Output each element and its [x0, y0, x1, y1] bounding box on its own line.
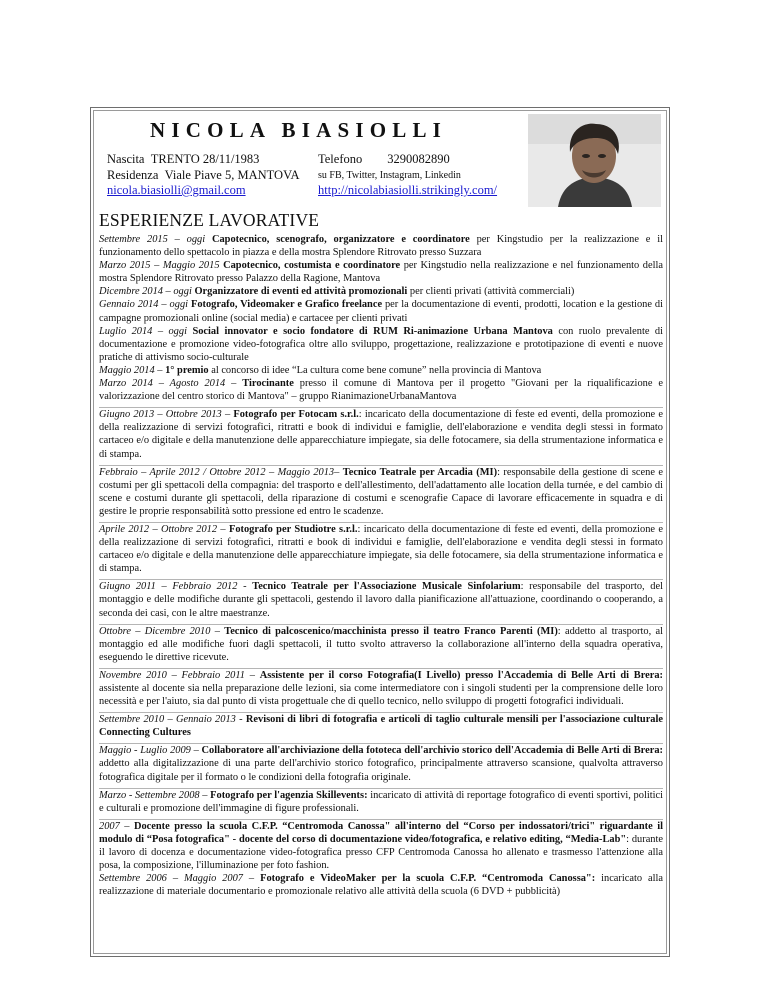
experience-entry	[99, 259, 663, 285]
experience-role: Docente presso la scuola C.F.P. “Centromoda Canossa" all'interno del “Corso per indossatori/trici" riguardante il modulo di “Posa fotografica" - docente del corso di documentazione video/fotografica, e relativo editing, “Media-Lab"	[99, 820, 663, 845]
experience-role: Fotografo per Fotocam s.r.l.	[233, 409, 359, 421]
experience-role: 1° premio	[165, 364, 209, 376]
experience-date: Febbraio – Aprile 2012 / Ottobre 2012 – Maggio 2013–	[99, 466, 340, 478]
experience-entry	[99, 465, 663, 518]
experience-date: Settembre 2010 – Gennaio 2013 -	[99, 714, 243, 726]
experience-description: per la documentazione di eventi, prodotti, location e la gestione di campagne promozionali online (social media) e cartacee per clienti privati	[99, 299, 663, 324]
experience-date: Settembre 2006 – Maggio 2007 –	[99, 873, 255, 885]
experience-description: per Kingstudio per la realizzazione e il funzionamento dello spettacolo in piazza e della mostra Splendore Ritrovato presso Suzzara	[99, 234, 663, 259]
experience-description: presso il comune di Mantova per il progetto "Giovani per la riqualificazione e valorizzazione del centro storico di Mantova" – gruppo RianimazioneUrbanaMantova	[99, 378, 663, 403]
experience-date: Gennaio 2014 – oggi	[99, 299, 189, 311]
experience-date: Maggio - Luglio 2009 –	[99, 745, 199, 757]
experience-role: Capotecnico, scenografo, organizzatore e coordinatore	[211, 234, 470, 245]
experience-entry	[99, 325, 663, 364]
experience-date: Giugno 2013 – Ottobre 2013 –	[99, 409, 231, 421]
experience-description: per clienti privati (attività commerciali)	[407, 286, 575, 298]
experience-description: al concorso di idee “La cultura come bene comune” nella provincia di Mantova	[208, 364, 542, 376]
experience-entry	[99, 364, 663, 377]
experience-description: : addetto al trasporto, al montaggio ed alle modifiche fuori dagli spettacoli, il tutto svolto attraverso la collaborazione all'interno della squadra operativa, eseguendo le direttive ricevute.	[99, 625, 663, 663]
nascita-value: TRENTO 28/11/1983	[150, 152, 260, 166]
experience-description: : responsabile della gestione di scene e costumi per gli spettacoli della compagnia: del trasporto e dell'allestimento, dell'adattamento alle location della turnée, e del cambio di scene e costumi durante gli spettacoli, della riparazione di costumi e scenografie Capace di lavorare efficacemente in squadra e di gestire le proprie responsabilità sotto pressione ed entro le scadenze.	[99, 466, 663, 517]
experience-role: Fotografo per Studiotre s.r.l.	[228, 523, 358, 535]
experience-description: incaricato di attività di reportage fotografico di eventi sportivi, politici e culturali e promozione dell'immagine di figure professionali.	[99, 789, 663, 814]
experience-entry	[99, 712, 663, 739]
experience-date: Marzo 2014 – Agosto 2014 –	[99, 378, 237, 390]
experience-date: 2007 –	[99, 820, 130, 832]
personal-info-left	[107, 152, 300, 199]
residenza-value: Viale Piave 5, MANTOVA	[164, 167, 300, 182]
email-link[interactable]: nicola.biasiolli@gmail.com	[107, 183, 246, 197]
experience-entry	[99, 819, 663, 872]
experience-role: Capotecnico, costumista e coordinatore	[223, 260, 401, 272]
experience-entry	[99, 668, 663, 708]
experience-role: Fotografo per l'agenzia Skillevents:	[210, 789, 368, 801]
experience-role: Fotografo, Videomaker e Grafico freelance	[190, 299, 383, 311]
telefono-label: Telefono	[318, 152, 363, 166]
experience-entry	[99, 407, 663, 460]
experience-list	[99, 233, 663, 898]
experience-entry	[99, 298, 663, 324]
experience-description: per Kingstudio nella realizzazione e nel funzionamento della mostra Splendore Ritrovato presso Palazzo della Ragione, Mantova	[99, 260, 663, 285]
experience-description: : incaricato della documentazione di feste ed eventi, della promozione e della realizzazione di servizi fotografici, ritratti e book di individui e famiglie, dell'elaborazione e vendita degli stessi in formato cartaceo e/o digitale e della manutenzione delle apparecchiature impiegate, sia delle fotocamere, sia della strumentazione informatica e di stampa.	[99, 523, 663, 575]
experience-entry	[99, 872, 663, 898]
cv-name: NICOLA BIASIOLLI	[150, 118, 448, 142]
experience-entry	[99, 788, 663, 815]
experience-date: Aprile 2012 – Ottobre 2012 –	[99, 523, 226, 535]
experience-description: : durante il lavoro di docenza e documentazione video-fotografica presso CFP Centromoda Canossa ho allenato e trasmesso l'attenzione alla posa, la composizione, l'illuminazione per foto fashion.	[99, 833, 663, 872]
experience-date: Ottobre – Dicembre 2010 –	[99, 625, 220, 637]
experience-role: Tecnico Teatrale per l'Associazione Musicale Sinfolarium	[252, 581, 521, 593]
experience-date: Dicembre 2014 – oggi	[99, 286, 192, 298]
website-link[interactable]: http://nicolabiasiolli.strikingly.com/	[318, 183, 498, 197]
experience-role: Tirocinante	[242, 378, 294, 390]
personal-info-right	[318, 152, 497, 199]
profile-photo	[528, 114, 661, 207]
social-text: su FB, Twitter, Instagram, Linkedin	[318, 169, 461, 181]
residenza-label: Residenza	[107, 167, 159, 182]
experience-description: : responsabile del trasporto, del montaggio e delle modifiche durante gli spettacoli, gestendo il lavoro dalla pianificazione all'attuazione, coordinando o cooperando, a seconda dei casi, con le altre maestranze.	[99, 581, 663, 619]
experience-description: incaricato alla realizzazione di materiale documentario e promozionale relativo alle attività della scuola (6 DVD + pubblicità)	[99, 873, 664, 898]
experience-date: Marzo - Settembre 2008 –	[99, 789, 208, 801]
experience-date: Luglio 2014 – oggi	[99, 325, 187, 337]
experience-role: Tecnico Teatrale per Arcadia (MI)	[342, 466, 498, 478]
experience-entry	[99, 624, 663, 664]
experience-entry	[99, 522, 663, 575]
experience-role: Tecnico di palcoscenico/macchinista presso il teatro Franco Parenti (MI)	[224, 625, 558, 637]
experience-entry	[99, 579, 663, 619]
experience-role: Collaboratore all'archiviazione della fototeca dell'archivio storico dell'Accademia di Belle Arti di Brera:	[201, 745, 663, 757]
experience-date: Giugno 2011 – Febbraio 2012 -	[99, 581, 247, 593]
nascita-label: Nascita	[107, 152, 145, 166]
experience-date: Settembre 2015 – oggi	[99, 234, 206, 245]
experience-description: : incaricato della documentazione di feste ed eventi, della promozione e della realizzazione di servizi fotografici, ritratti e book di individui e famiglie, dell'elaborazione e vendita degli stessi in formato cartaceo e/o digitale e della manutenzione delle apparecchiature impiegate, sia delle fotocamere, sia della strumentazione informatica e di stampa.	[99, 409, 663, 460]
telefono-value: 3290082890	[387, 152, 450, 166]
experience-entry	[99, 233, 663, 259]
experience-entry	[99, 743, 663, 783]
experience-role: Revisoni di libri di fotografia e articoli di taglio culturale mensili per l'associazione culturale Connecting Cultures	[99, 714, 663, 739]
experience-role: Fotografo e VideoMaker per la scuola C.F.P. “Centromoda Canossa":	[260, 873, 596, 885]
experience-date: Novembre 2010 – Febbraio 2011 –	[99, 669, 255, 681]
experience-description: addetto alla digitalizzazione di una parte dell'archivio storico fotografico, principalmente attraverso scansione, qualvolta attraverso fotografica digitale per il formato o le condizioni della fotografia originale.	[99, 758, 663, 783]
experience-role: Assistente per il corso Fotografia(I Livello) presso l'Accademia di Belle Arti di Brera:	[259, 669, 664, 681]
experience-role: Organizzatore di eventi ed attività promozionali	[194, 286, 408, 298]
experience-date: Maggio 2014 –	[99, 364, 163, 376]
experience-date: Marzo 2015 – Maggio 2015	[99, 260, 220, 272]
experience-role: Social innovator e socio fondatore di RUM Ri-animazione Urbana Mantova	[192, 325, 553, 337]
experience-entry	[99, 377, 663, 403]
experience-description: con ruolo prevalente di documentazione e promozione video-fotografica oltre allo sviluppo, progettazione, realizzazione e prototipazione di eventi e nuove pratiche di attivismo socio-culturale	[99, 325, 663, 363]
experience-entry	[99, 285, 663, 298]
section-title-esperienze: ESPERIENZE LAVORATIVE	[99, 210, 320, 230]
experience-description: assistente al docente sia nella preparazione delle lezioni, sia come intermediatore con i singoli studenti per la comprensione delle loro necessità e per l'aiuto, sia dal punto di vista progettuale che di quello tecnico, nello sviluppo di progetti fotografici individuali.	[99, 683, 663, 708]
